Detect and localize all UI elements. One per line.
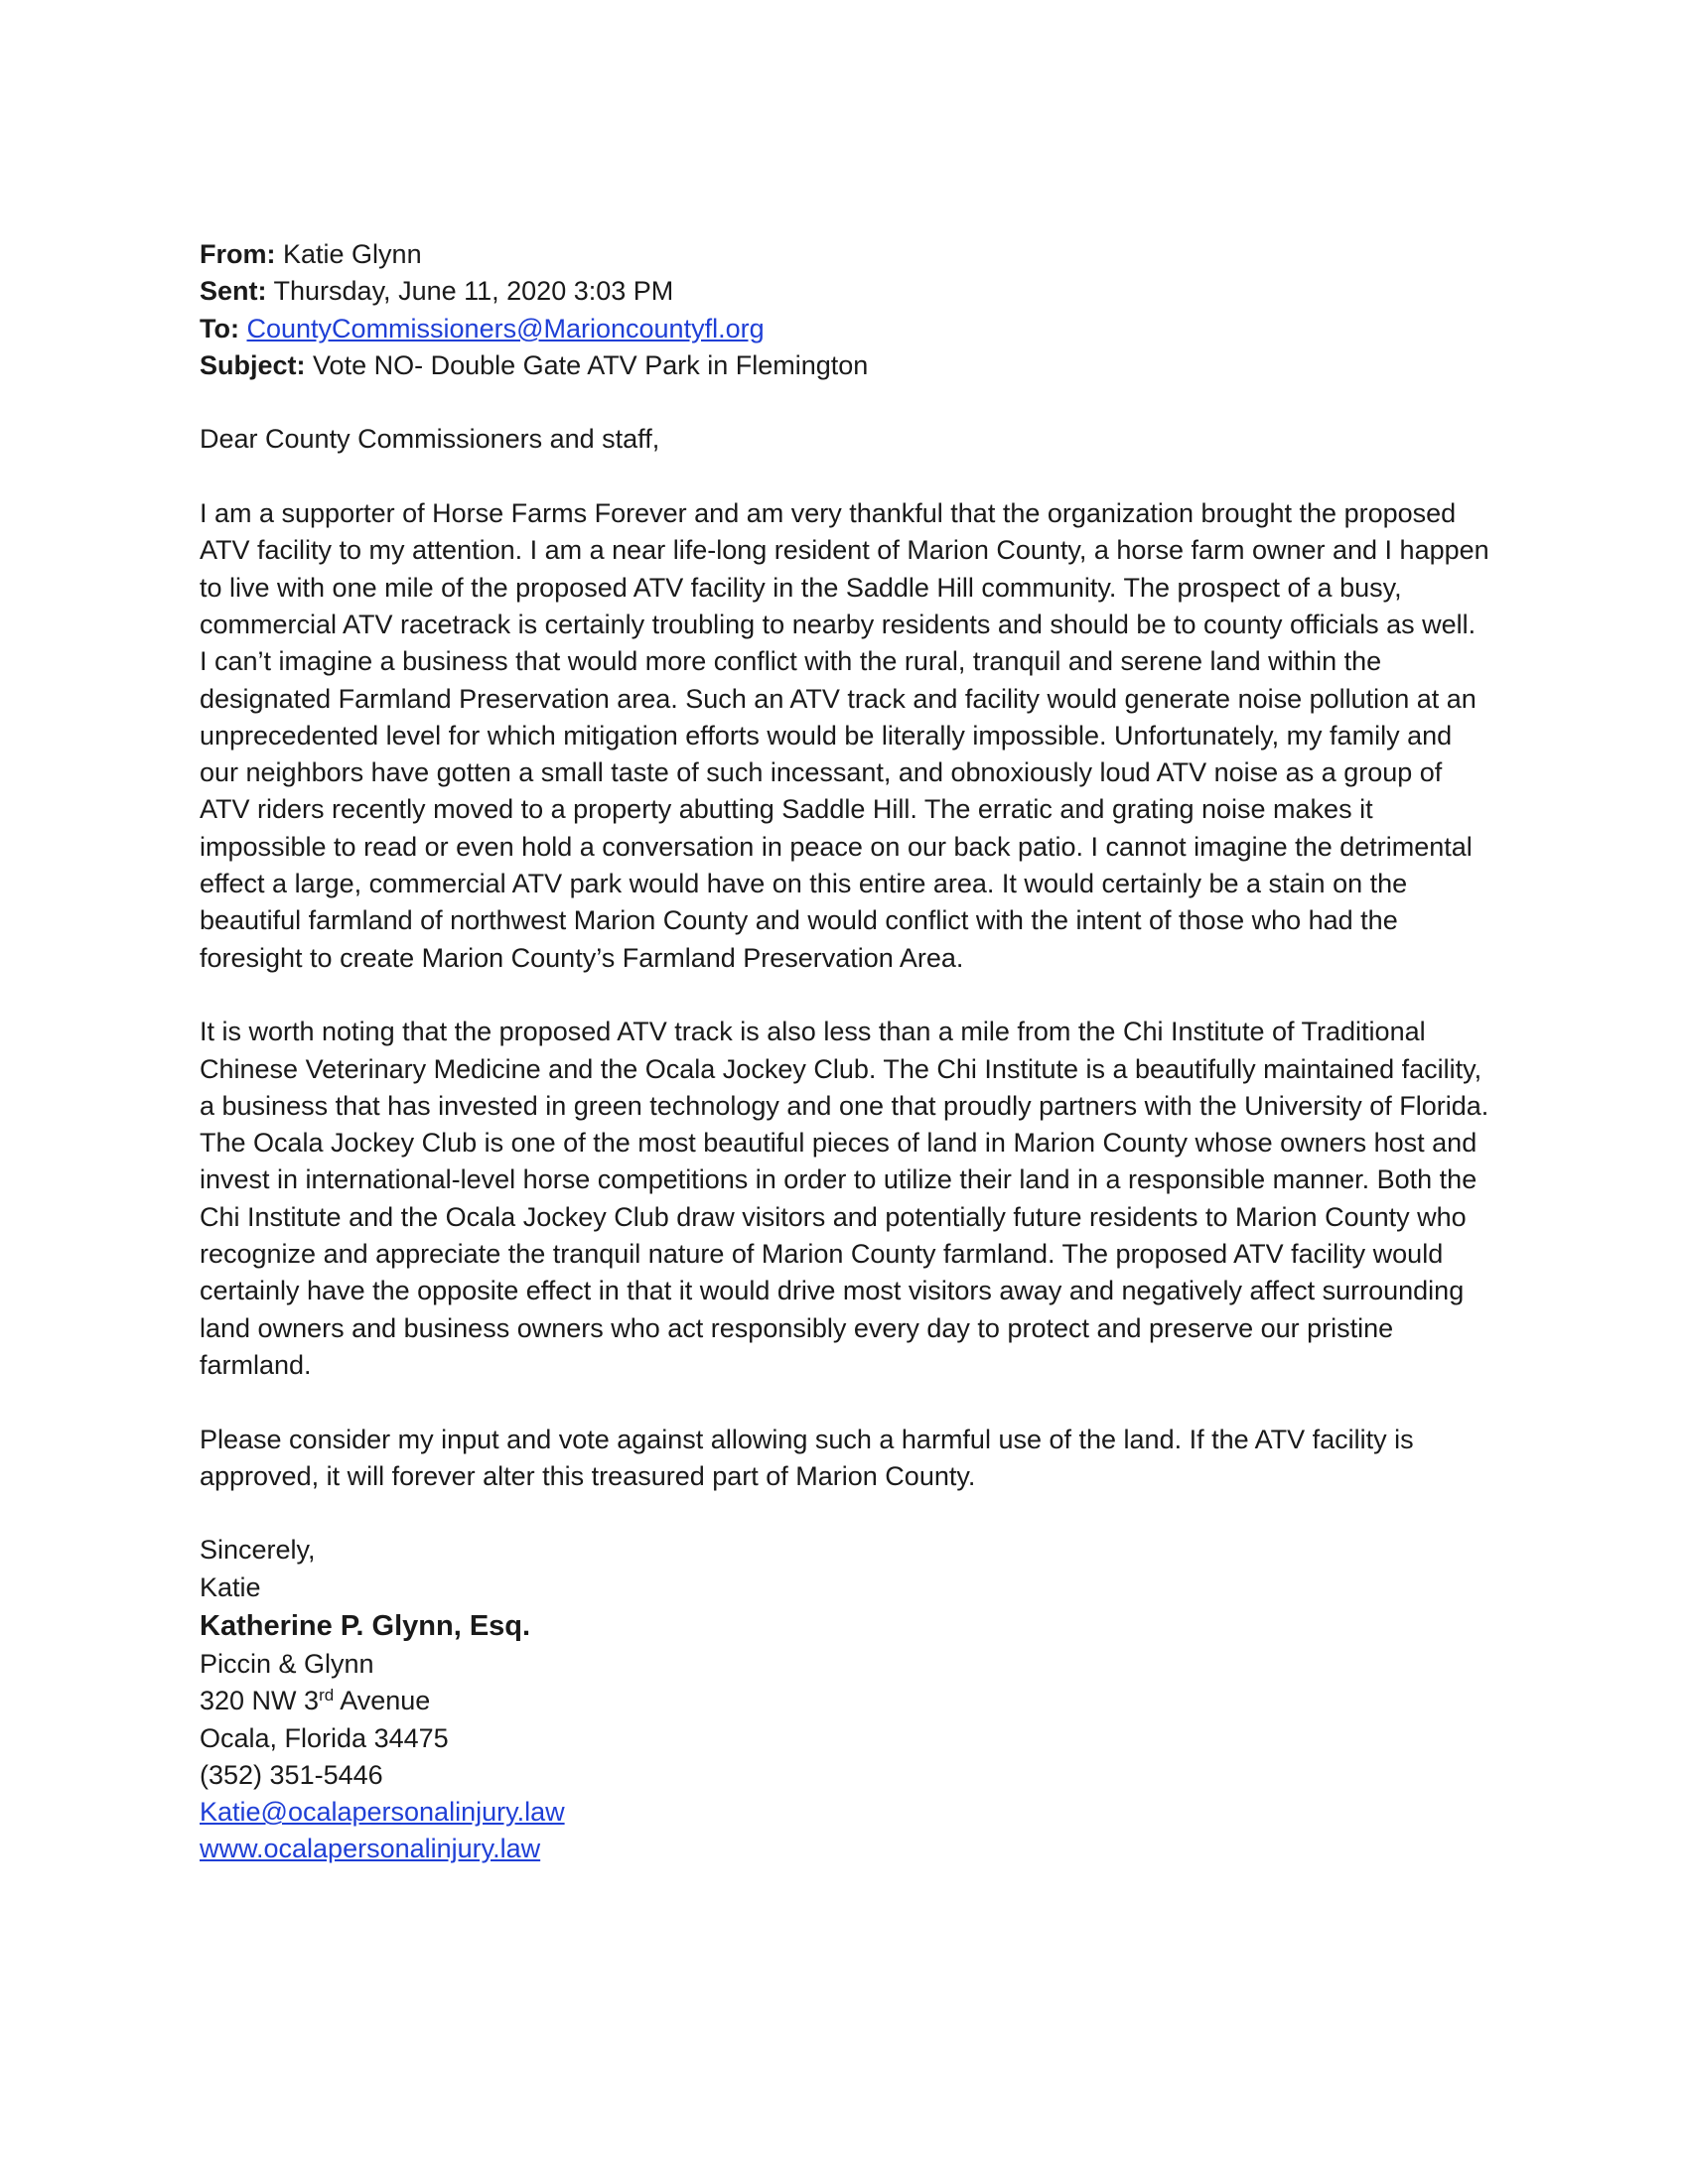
closing: Sincerely, — [200, 1535, 316, 1566]
sent-line — [200, 273, 1490, 310]
street-address — [200, 1683, 1490, 1719]
signer-full-name: Katherine P. Glynn, Esq. — [200, 1609, 531, 1642]
to-email-link[interactable]: CountyCommissioners@Marioncountyfl.org — [246, 313, 765, 343]
city-state-zip: Ocala, Florida 34475 — [200, 1722, 449, 1753]
subject-label: Subject: — [200, 349, 306, 380]
subject-line — [200, 347, 1490, 384]
firm-name: Piccin & Glynn — [200, 1648, 374, 1679]
from-label: From: — [200, 239, 276, 269]
sent-value: Thursday, June 11, 2020 3:03 PM — [273, 276, 674, 307]
signer-first-name: Katie — [200, 1571, 261, 1602]
signature-block — [200, 1532, 1490, 1867]
body-paragraph-2: It is worth noting that the proposed ATV track is also less than a mile from the Chi Institute of Traditional Chinese Veterinary Medicine and the Ocala Jockey Club. The Chi Institute is a beautifully maintained facility, a business that has invested in green technology and one that proudly partners with the University of Florida. The Ocala Jockey Club is one of the most beautiful pieces of land in Marion County whose owners host and invest in international-level horse competitions in order to utilize their land in a responsible manner. Both the Chi Institute and the Ocala Jockey Club draw visitors and potentially future residents to Marion County who recognize and appreciate the tranquil nature of Marion County farmland. The proposed ATV facility would certainly have the opposite effect in that it would drive most visitors away and negatively affect surrounding land owners and business owners who act responsibly every day to protect and preserve our pristine farmland. — [200, 1017, 1489, 1380]
body-paragraph-3: Please consider my input and vote against allowing such a harmful use of the land. If the ATV facility is approved, it will forever alter this treasured part of Marion County. — [200, 1424, 1414, 1491]
sent-label: Sent: — [200, 276, 267, 307]
website-link[interactable]: www.ocalapersonalinjury.law — [200, 1834, 541, 1864]
email-document — [200, 236, 1490, 1868]
ordinal-suffix: rd — [319, 1686, 335, 1706]
to-line — [200, 311, 1490, 347]
email-header — [200, 236, 1490, 384]
street-type: Avenue — [334, 1686, 431, 1716]
from-value: Katie Glynn — [283, 239, 422, 269]
street-number: 320 NW 3 — [200, 1686, 320, 1716]
signature-email-link[interactable]: Katie@ocalapersonalinjury.law — [200, 1797, 565, 1828]
from-line — [200, 236, 1490, 273]
to-label: To: — [200, 313, 239, 343]
greeting: Dear County Commissioners and staff, — [200, 424, 660, 455]
subject-value: Vote NO- Double Gate ATV Park in Flemington — [313, 349, 869, 380]
body-paragraph-1: I am a supporter of Horse Farms Forever and am very thankful that the organization brought the proposed ATV facility to my attention. I am a near life-long resident of Marion County, a horse farm owner and I happen to live with one mile of the proposed ATV facility in the Saddle Hill community. The prospect of a busy, commercial ATV racetrack is certainly troubling to nearby residents and should be to county officials as well. I can’t imagine a business that would more conflict with the rural, tranquil and serene land within the designated Farmland Preservation area. Such an ATV track and facility would generate noise pollution at an unprecedented level for which mitigation efforts would be literally impossible. Unfortunately, my family and our neighbors have gotten a small taste of such incessant, and obnoxiously loud ATV noise as a group of ATV riders recently moved to a property abutting Saddle Hill. The erratic and grating noise makes it impossible to read or even hold a conversation in peace on our back patio. I cannot imagine the detrimental effect a large, commercial ATV park would have on this entire area. It would certainly be a stain on the beautiful farmland of northwest Marion County and would conflict with the intent of those who had the foresight to create Marion County’s Farmland Preservation Area. — [200, 498, 1489, 973]
phone-number: (352) 351-5446 — [200, 1759, 383, 1790]
